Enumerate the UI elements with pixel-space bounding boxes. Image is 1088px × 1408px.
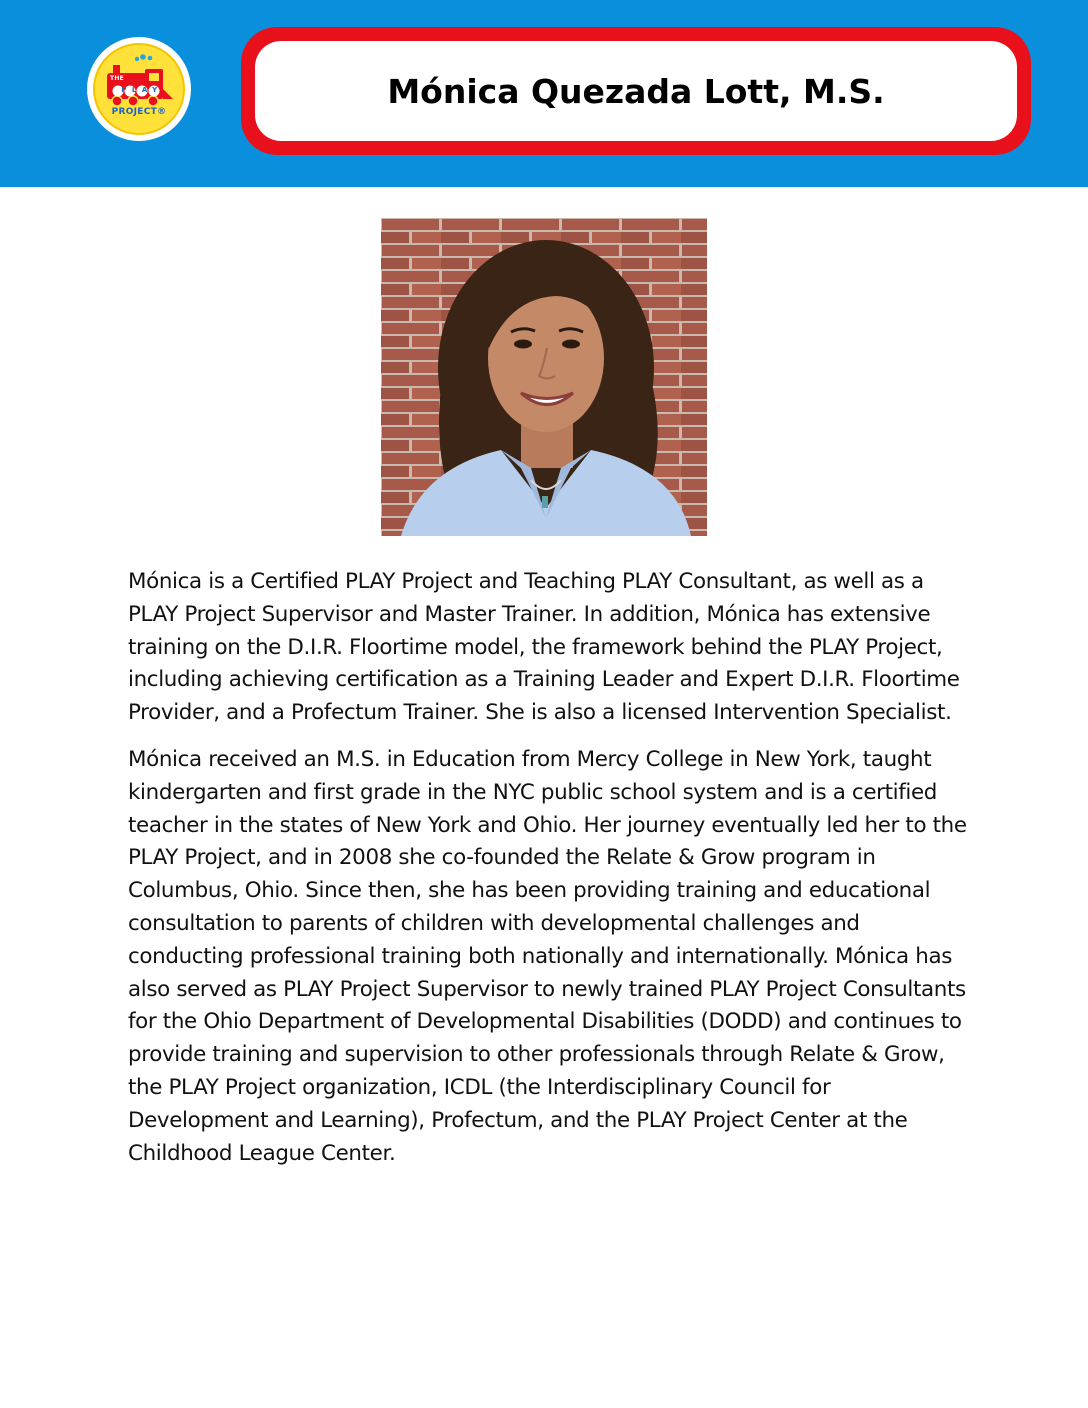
bio-text bbox=[128, 566, 968, 1184]
play-project-logo[interactable] bbox=[87, 37, 191, 141]
logo-text-the: THE bbox=[109, 75, 125, 82]
bio-paragraph-1: Mónica is a Certified PLAY Project and Teaching PLAY Consultant, as well as a PLAY Project Supervisor and Master Trainer. In addition, Mónica has extensive training on the D.I.R. Floortime model, the framework behind the PLAY Project, including achieving certification as a Training Leader and Expert D.I.R. Floortime Provider, and a Profectum Trainer. She is also a licensed Intervention Specialist. bbox=[128, 569, 960, 726]
bio-paragraph-2: Mónica received an M.S. in Education from Mercy College in New York, taught kindergarten and first grade in the NYC public school system and is a certified teacher in the states of New York and Ohio. Her journey eventually led her to the PLAY Project, and in 2008 she co-founded the Relate & Grow program in Columbus, Ohio. Since then, she has been providing training and educational consultation to parents of children with developmental challenges and conducting professional training both nationally and internationally. Mónica has also served as PLAY Project Supervisor to newly trained PLAY Project Consultants for the Ohio Department of Developmental Disabilities (DODD) and continues to provide training and supervision to other professionals through Relate & Grow, the PLAY Project organization, ICDL (the Interdisciplinary Council for Development and Learning), Profectum, and the PLAY Project Center at the Childhood League Center. bbox=[128, 746, 967, 1166]
page-title: Mónica Quezada Lott, M.S. bbox=[387, 71, 885, 111]
logo-text-project: PROJECT® bbox=[111, 107, 167, 117]
portrait-photo bbox=[381, 218, 707, 536]
title-box bbox=[255, 41, 1017, 141]
logo-text-play: PLAY bbox=[121, 86, 163, 94]
title-frame bbox=[241, 27, 1031, 155]
header-band bbox=[0, 0, 1088, 187]
